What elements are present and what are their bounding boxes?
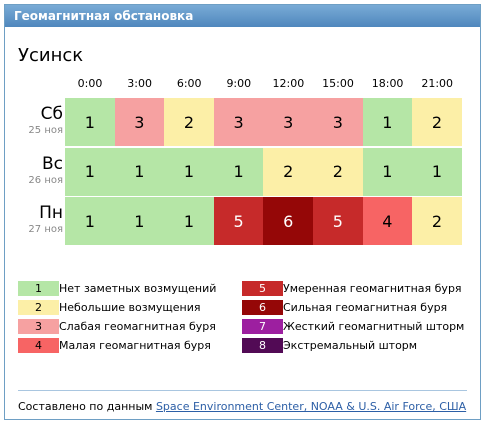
time-label: 0:00 [77,77,103,90]
legend-label: Малая геомагнитная буря [59,339,211,352]
kp-cell: 2 [263,148,313,196]
kp-cell: 1 [115,197,165,245]
kp-cell: 1 [363,98,413,146]
kp-cell: 1 [412,148,462,196]
geomagnetic-widget [4,4,481,420]
kp-cell: 1 [214,148,264,196]
kp-cell: 1 [363,148,413,196]
legend-swatch: 8 [242,338,283,353]
city-title: Усинск [18,45,84,66]
time-label: 6:00 [176,77,202,90]
kp-cell: 1 [65,197,115,245]
kp-cell: 2 [412,98,462,146]
kp-cell: 3 [263,98,313,146]
time-label: 21:00 [421,77,454,90]
day-date: 25 ноя [28,125,63,136]
legend-swatch: 1 [18,281,59,296]
time-label: 12:00 [272,77,305,90]
day-name: Пн [39,203,63,223]
day-name: Сб [40,104,63,124]
legend-label: Умеренная геомагнитная буря [283,282,462,295]
legend-label: Нет заметных возмущений [59,282,217,295]
kp-cell: 5 [214,197,264,245]
legend-label: Небольшие возмущения [59,301,201,314]
footer [18,400,466,413]
legend-swatch: 7 [242,319,283,334]
legend-swatch: 4 [18,338,59,353]
time-label: 15:00 [322,77,354,90]
kp-cell: 4 [363,197,413,245]
time-label: 18:00 [371,77,404,90]
time-label: 3:00 [127,77,152,90]
time-label: 9:00 [226,77,252,90]
source-link[interactable]: Space Environment Center, NOAA & U.S. Air Force, США [155,400,467,413]
footer-divider [18,390,467,391]
day-date: 27 ноя [28,224,63,235]
kp-cell: 2 [164,98,214,146]
kp-cell: 1 [164,148,214,196]
widget-header: Геомагнитная обстановка [5,5,480,27]
day-date: 26 ноя [28,174,63,186]
legend-label: Жесткий геомагнитный шторм [283,320,465,333]
legend-swatch: 3 [18,319,59,334]
kp-cell: 1 [164,197,214,245]
kp-cell: 6 [263,197,313,245]
legend-label: Сильная геомагнитная буря [283,301,448,314]
kp-cell: 3 [115,98,165,146]
legend-label: Экстремальный шторм [283,339,418,352]
kp-cell: 1 [65,98,115,146]
footer-prefix: Составлено по данным [18,400,156,413]
legend-swatch: 2 [18,300,59,315]
kp-cell: 2 [313,148,363,196]
kp-cell: 5 [313,197,363,245]
kp-cell: 1 [115,148,165,196]
kp-cell: 2 [412,197,462,245]
legend-swatch: 6 [242,300,283,315]
legend-label: Слабая геомагнитная буря [59,320,216,333]
day-name: Вс [41,153,63,174]
kp-cell: 3 [214,98,264,146]
legend-swatch: 5 [242,281,283,296]
kp-cell: 3 [313,98,363,146]
kp-cell: 1 [65,148,115,196]
